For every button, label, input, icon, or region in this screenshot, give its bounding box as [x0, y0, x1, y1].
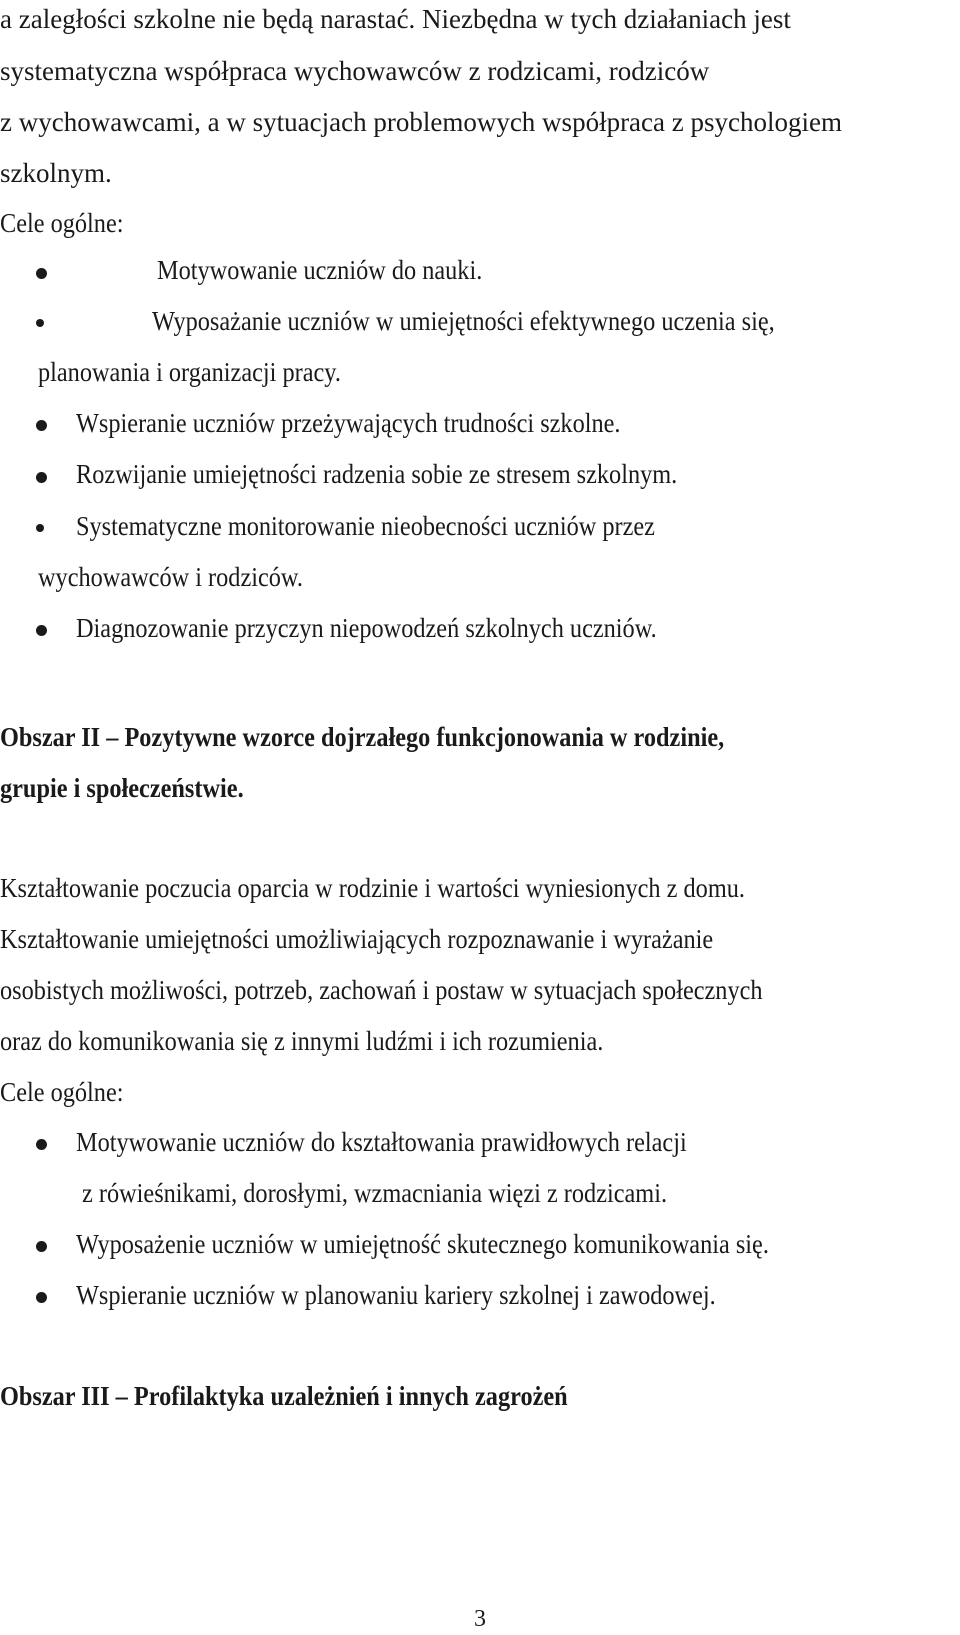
bullet-icon	[36, 1241, 47, 1252]
paragraph-line: z wychowawcami, a w sytuacjach problemowych współpraca z psychologiem	[0, 107, 842, 137]
list-item-continuation: planowania i organizacji pracy.	[38, 357, 341, 387]
bullet-icon	[36, 625, 47, 636]
paragraph-line: Kształtowanie umiejętności umożliwiających rozpoznawanie i wyrażanie	[0, 924, 714, 954]
bullet-icon	[36, 1139, 47, 1150]
list-item: Wspieranie uczniów w planowaniu kariery szkolnej i zawodowej.	[76, 1280, 716, 1310]
goals-label: Cele ogólne:	[0, 1077, 124, 1107]
goals-label: Cele ogólne:	[0, 208, 124, 238]
section-heading: grupie i społeczeństwie.	[0, 773, 244, 803]
bullet-icon	[36, 524, 44, 532]
page-number: 3	[474, 1606, 486, 1632]
list-item: Wspieranie uczniów przeżywających trudności szkolne.	[76, 408, 621, 438]
list-item-continuation: wychowawców i rodziców.	[38, 562, 303, 592]
section-heading: Obszar III – Profilaktyka uzależnień i innych zagrożeń	[0, 1381, 568, 1411]
list-item: Motywowanie uczniów do kształtowania prawidłowych relacji	[76, 1127, 687, 1157]
bullet-icon	[36, 420, 47, 431]
list-item: Diagnozowanie przyczyn niepowodzeń szkolnych uczniów.	[76, 613, 657, 643]
bullet-icon	[36, 472, 47, 483]
paragraph-line: a zaległości szkolne nie będą narastać. Niezbędna w tych działaniach jest	[0, 4, 791, 34]
list-item: Rozwijanie umiejętności radzenia sobie ze stresem szkolnym.	[76, 459, 678, 489]
bullet-icon	[36, 1292, 47, 1303]
paragraph-line: Kształtowanie poczucia oparcia w rodzinie i wartości wyniesionych z domu.	[0, 873, 745, 903]
list-item: Wyposażenie uczniów w umiejętność skutecznego komunikowania się.	[76, 1229, 769, 1259]
bullet-icon	[36, 319, 44, 327]
list-item: Wyposażanie uczniów w umiejętności efektywnego uczenia się,	[152, 306, 775, 336]
paragraph-line: oraz do komunikowania się z innymi ludźmi i ich rozumienia.	[0, 1026, 604, 1056]
list-item: Systematyczne monitorowanie nieobecności uczniów przez	[76, 511, 655, 541]
list-item-continuation: z rówieśnikami, dorosłymi, wzmacniania więzi z rodzicami.	[82, 1178, 668, 1208]
paragraph-line: osobistych możliwości, potrzeb, zachowań i postaw w sytuacjach społecznych	[0, 975, 763, 1005]
paragraph-line: systematyczna współpraca wychowawców z rodzicami, rodziców	[0, 56, 710, 86]
bullet-icon	[36, 268, 47, 279]
list-item: Motywowanie uczniów do nauki.	[157, 255, 483, 285]
section-heading: Obszar II – Pozytywne wzorce dojrzałego funkcjonowania w rodzinie,	[0, 722, 725, 752]
paragraph-line: szkolnym.	[0, 158, 112, 188]
